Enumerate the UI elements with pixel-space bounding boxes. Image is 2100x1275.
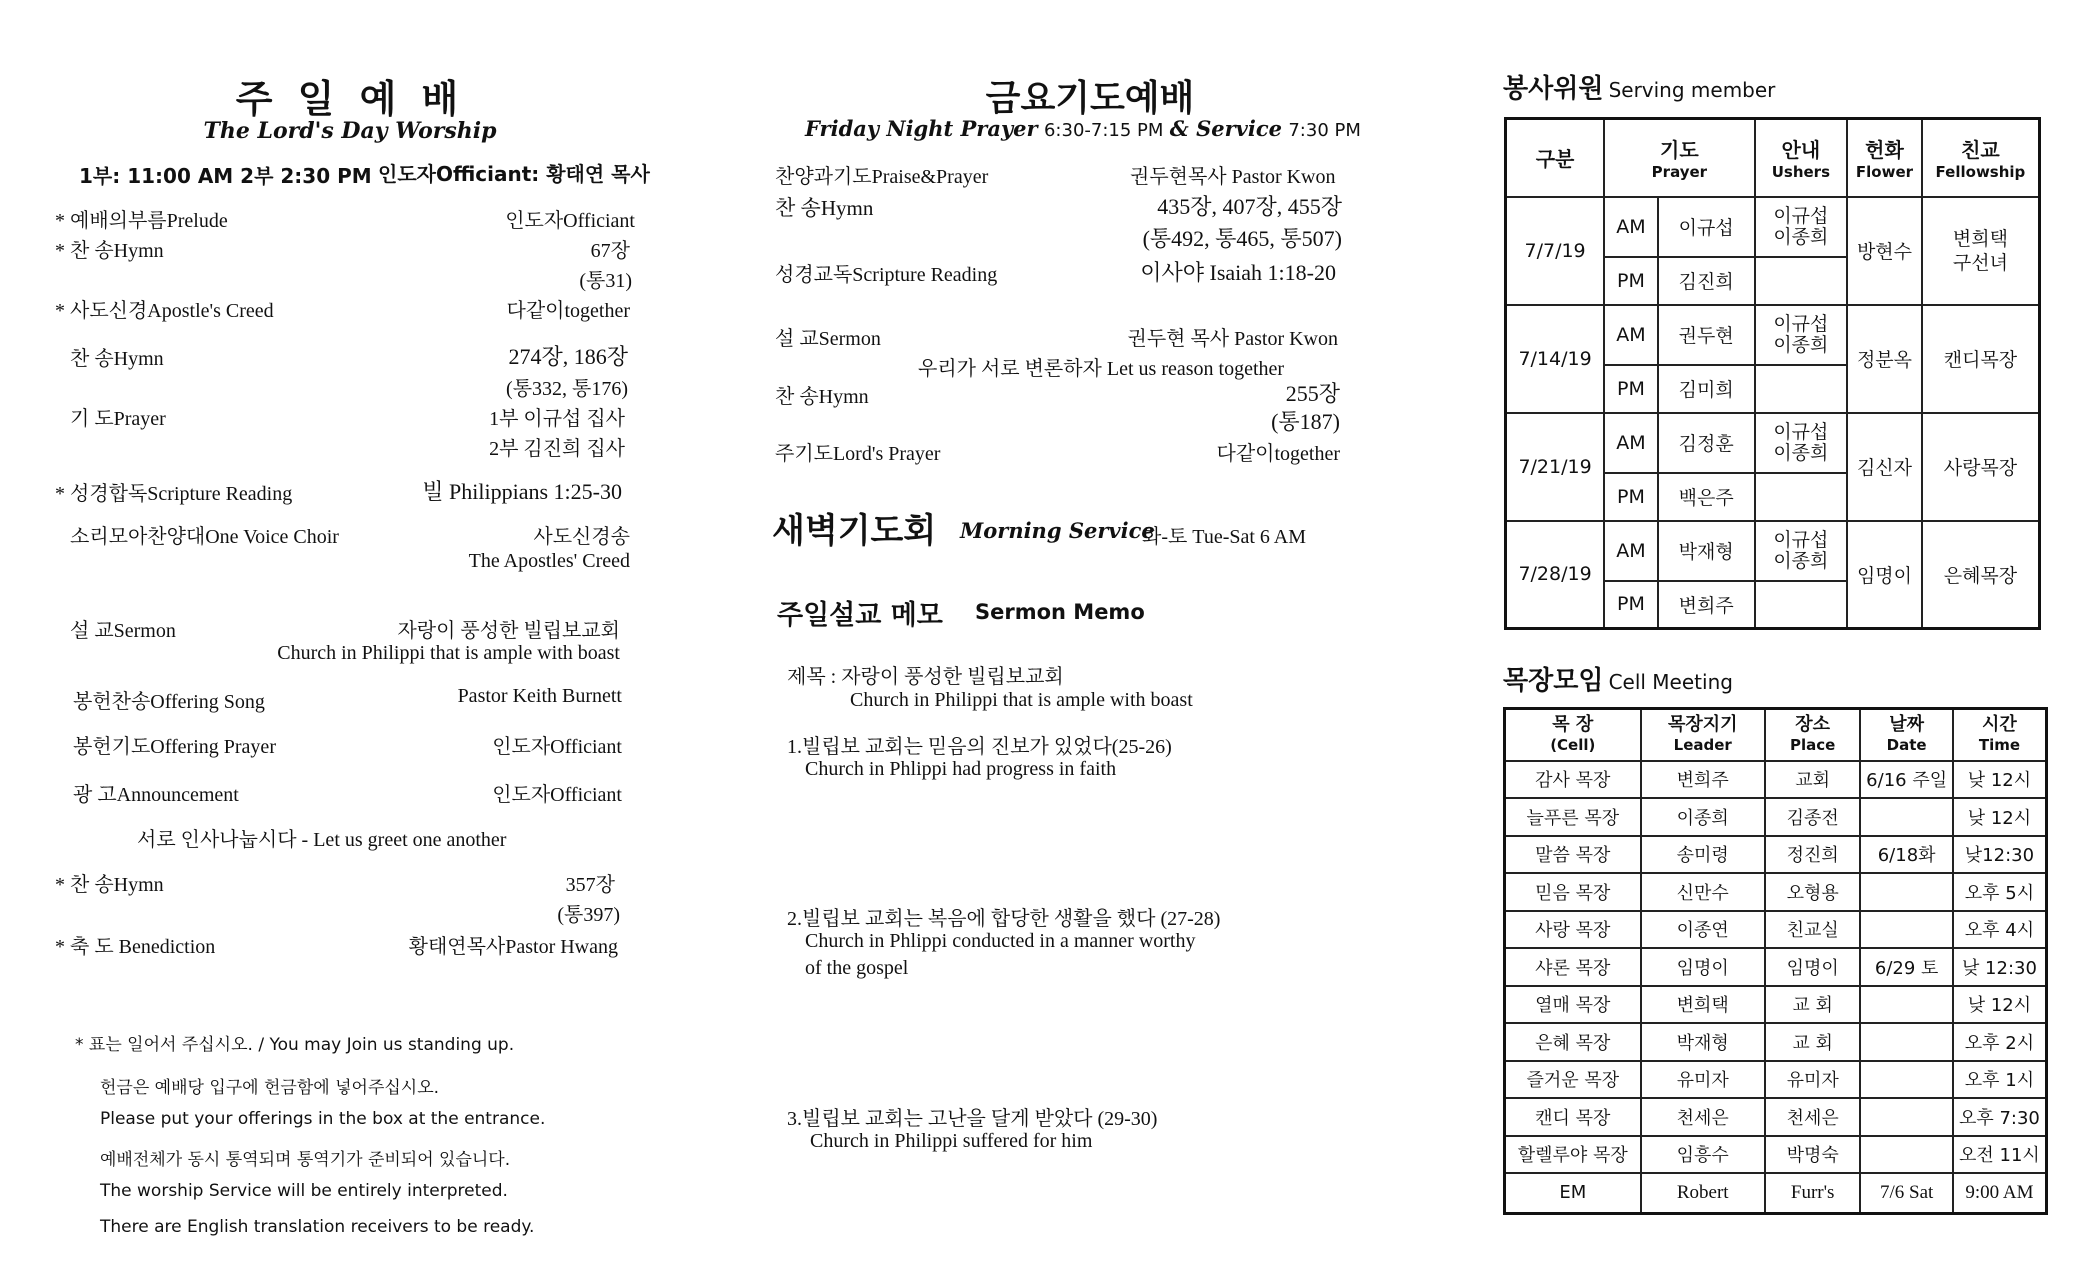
note-standing: * 표는 일어서 주십시오. / You may Join us standing up. — [75, 1035, 515, 1055]
memo-subject-en: Church in Philippi that is ample with boast — [850, 689, 1193, 711]
order-value: Pastor Keith Burnett — [457, 685, 622, 707]
cell-time: 낮12:30 — [1953, 836, 2047, 874]
order-label: 소리모아찬양대One Voice Choir — [70, 526, 339, 548]
friday-sermon-title: 우리가 서로 변론하자 Let us reason together — [918, 358, 1285, 380]
cell-place: 친교실 — [1765, 911, 1861, 949]
serving-row-am — [1506, 413, 2040, 473]
order-value: 67장 — [590, 240, 630, 262]
am-prayer: 김정훈 — [1658, 413, 1755, 473]
cell-date — [1860, 911, 1952, 949]
cell-place: 천세은 — [1765, 1098, 1861, 1136]
table-row — [1505, 873, 2047, 911]
cell-time: 낮 12시 — [1953, 798, 2047, 836]
memo-point-1: 1.빌립보 교회는 믿음의 진보가 있었다(25-26) — [787, 736, 1172, 758]
flower: 임명이 — [1847, 521, 1922, 629]
order-value-2: 2부 김진희 집사 — [489, 438, 625, 460]
order-value: 자랑이 풍성한 빌립보교회 — [397, 620, 620, 642]
order-value: 357장 — [565, 874, 615, 896]
friday-value: 255장 — [1285, 381, 1340, 406]
serving-date: 7/7/19 — [1506, 197, 1605, 305]
cell-name: 감사 목장 — [1505, 761, 1641, 799]
cell-name: EM — [1505, 1173, 1641, 1213]
order-value-2: Church in Philippi that is ample with boast — [277, 642, 620, 664]
friday-value: 다같이together — [1216, 443, 1340, 465]
serving-date: 7/14/19 — [1506, 305, 1605, 413]
fellowship: 은혜목장 — [1922, 521, 2040, 629]
fellowship: 캔디목장 — [1922, 305, 2040, 413]
cell-time: 낮 12시 — [1953, 761, 2047, 799]
table-row — [1505, 986, 2047, 1024]
order-label: * 찬 송Hymn — [55, 240, 164, 262]
flower: 김신자 — [1847, 413, 1922, 521]
table-row — [1505, 1061, 2047, 1099]
cell-name: 샤론 목장 — [1505, 948, 1641, 986]
cell-name: 사랑 목장 — [1505, 911, 1641, 949]
dawn-title: 새벽기도회 — [772, 511, 937, 551]
cell-leader: 송미령 — [1641, 836, 1765, 874]
cell-place: 임명이 — [1765, 948, 1861, 986]
friday-time-1: 6:30-7:15 PM — [1043, 120, 1164, 141]
ushers-pm-empty — [1755, 581, 1847, 629]
table-row — [1505, 1136, 2047, 1174]
cell-time: 오후 4시 — [1953, 911, 2047, 949]
cell-date — [1860, 873, 1952, 911]
order-value: 인도자Officiant — [492, 736, 622, 758]
friday-title: 금요기도예배 — [985, 78, 1195, 119]
ushers-pm-empty — [1755, 365, 1847, 413]
cell-time: 오전 11시 — [1953, 1136, 2047, 1174]
cell-date: 6/18화 — [1860, 836, 1952, 874]
header-prayer: 기도 Prayer — [1604, 119, 1755, 197]
pm-prayer: 백은주 — [1658, 473, 1755, 521]
order-label: * 성경합독Scripture Reading — [55, 483, 293, 505]
cell-title-ko: 목장모임 — [1503, 666, 1604, 696]
friday-label: 주기도Lord's Prayer — [775, 443, 941, 465]
flower: 정분옥 — [1847, 305, 1922, 413]
dawn-time: 화-토 Tue-Sat 6 AM — [1142, 526, 1307, 548]
cell-place: 교 회 — [1765, 1023, 1861, 1061]
order-label: * 축 도 Benediction — [55, 936, 216, 958]
cell-leader: 임흥수 — [1641, 1136, 1765, 1174]
cell-time: 오후 5시 — [1953, 873, 2047, 911]
serving-row-am — [1506, 305, 2040, 365]
cell-date — [1860, 1136, 1952, 1174]
friday-label: 찬 송Hymn — [775, 196, 874, 220]
order-value: 다같이together — [506, 300, 630, 322]
serving-row-am — [1506, 521, 2040, 581]
friday-label: 설 교Sermon — [775, 328, 881, 350]
am-prayer: 박재형 — [1658, 521, 1755, 581]
cell-date: 6/29 토 — [1860, 948, 1952, 986]
header-category: 구분 — [1506, 119, 1605, 197]
friday-label: 찬양과기도Praise&Prayer — [775, 166, 989, 188]
cell-name: 은혜 목장 — [1505, 1023, 1641, 1061]
cell-place: 김종전 — [1765, 798, 1861, 836]
fellowship: 변희택 구선녀 — [1922, 197, 2040, 305]
greeting-line: 서로 인사나눕시다 - Let us greet one another — [137, 829, 507, 851]
cell-name: 열매 목장 — [1505, 986, 1641, 1024]
note-offering-ko: 헌금은 예배당 입구에 헌금함에 넣어주십시오. — [100, 1078, 440, 1098]
table-row — [1505, 911, 2047, 949]
fellowship: 사랑목장 — [1922, 413, 2040, 521]
cell-place: Furr's — [1765, 1173, 1861, 1213]
cell-name: 말씀 목장 — [1505, 836, 1641, 874]
table-row — [1505, 1098, 2047, 1136]
header-time: 시간 Time — [1953, 709, 2047, 761]
note-offering-en: Please put your offerings in the box at the entrance. — [100, 1109, 546, 1129]
cell-date — [1860, 798, 1952, 836]
order-label: 설 교Sermon — [70, 620, 176, 642]
pm-label: PM — [1604, 257, 1658, 305]
memo-point-3-en: Church in Philippi suffered for him — [810, 1130, 1093, 1152]
friday-service-script: & Service — [1169, 116, 1282, 141]
cell-name: 캔디 목장 — [1505, 1098, 1641, 1136]
cell-leader: 신만수 — [1641, 873, 1765, 911]
ushers: 이규섭 이종희 — [1755, 521, 1847, 581]
friday-time-2: 7:30 PM — [1288, 120, 1361, 141]
order-label: * 찬 송Hymn — [55, 874, 164, 896]
note-interpret-ko: 예배전체가 동시 통역되며 통역기가 준비되어 있습니다. — [100, 1150, 511, 1170]
order-label: 기 도Prayer — [70, 408, 166, 430]
order-label: * 사도신경Apostle's Creed — [55, 300, 274, 322]
friday-subtitle — [805, 116, 1361, 141]
cell-name: 즐거운 목장 — [1505, 1061, 1641, 1099]
friday-label: 성경교독Scripture Reading — [775, 264, 998, 286]
serving-row-am — [1506, 197, 2040, 257]
pm-label: PM — [1604, 581, 1658, 629]
order-label: 봉헌찬송Offering Song — [73, 691, 265, 713]
cell-place: 유미자 — [1765, 1061, 1861, 1099]
cell-leader: 이종희 — [1641, 798, 1765, 836]
cell-table-body — [1505, 761, 2047, 1214]
order-value: 인도자Officiant — [492, 784, 622, 806]
header-ushers: 안내 Ushers — [1755, 119, 1847, 197]
cell-leader: 이종연 — [1641, 911, 1765, 949]
friday-label: 찬 송Hymn — [775, 386, 869, 408]
am-label: AM — [1604, 521, 1658, 581]
cell-time: 오후 1시 — [1953, 1061, 2047, 1099]
am-label: AM — [1604, 305, 1658, 365]
header-fellowship: 친교 Fellowship — [1922, 119, 2040, 197]
worship-title: 주 일 예 배 — [235, 77, 465, 121]
order-label: 광 고Announcement — [73, 784, 239, 806]
cell-place: 오형용 — [1765, 873, 1861, 911]
order-value-2: (통332, 통176) — [506, 378, 628, 400]
memo-subject: 제목 : 자랑이 풍성한 빌립보교회 — [787, 666, 1064, 688]
table-row — [1505, 798, 2047, 836]
cell-table — [1503, 707, 2048, 1215]
order-value: 사도신경송 — [533, 526, 630, 548]
cell-place: 교 회 — [1765, 986, 1861, 1024]
am-label: AM — [1604, 197, 1658, 257]
memo-title-en: Sermon Memo — [975, 600, 1145, 624]
serving-header-row — [1506, 119, 2040, 197]
cell-leader: 천세은 — [1641, 1098, 1765, 1136]
order-value: 황태연목사Pastor Hwang — [408, 936, 618, 958]
cell-header-row — [1505, 709, 2047, 761]
header-place: 장소 Place — [1765, 709, 1861, 761]
friday-value-2: (통187) — [1271, 409, 1340, 434]
worship-subtitle: The Lord's Day Worship — [203, 118, 497, 144]
officiant: 인도자Officiant: 황태연 목사 — [378, 162, 650, 186]
order-value-2: (통31) — [579, 270, 632, 292]
memo-title-ko: 주일설교 메모 — [777, 600, 943, 631]
table-row — [1505, 1173, 2047, 1213]
friday-value: 이사야 Isaiah 1:18-20 — [1140, 260, 1336, 285]
serving-title-ko: 봉사위원 — [1503, 74, 1604, 104]
order-value: 빌 Philippians 1:25-30 — [422, 479, 622, 504]
cell-title-en: Cell Meeting — [1608, 670, 1733, 694]
memo-point-1-en: Church in Phlippi had progress in faith — [805, 758, 1117, 780]
cell-time: 오후 2시 — [1953, 1023, 2047, 1061]
ushers: 이규섭 이종희 — [1755, 413, 1847, 473]
friday-value: 권두현 목사 Pastor Kwon — [1127, 328, 1338, 350]
cell-leader: 유미자 — [1641, 1061, 1765, 1099]
friday-value: 435장, 407장, 455장 — [1157, 194, 1342, 219]
cell-date: 6/16 주일 — [1860, 761, 1952, 799]
cell-date — [1860, 1098, 1952, 1136]
cell-place: 박명숙 — [1765, 1136, 1861, 1174]
table-row — [1505, 761, 2047, 799]
pm-prayer: 변희주 — [1658, 581, 1755, 629]
service-times: 1부: 11:00 AM 2부 2:30 PM — [79, 164, 372, 188]
order-value-2: (통397) — [557, 904, 620, 926]
memo-point-3: 3.빌립보 교회는 고난을 달게 받았다 (29-30) — [787, 1108, 1158, 1130]
ushers: 이규섭 이종희 — [1755, 305, 1847, 365]
cell-place: 교회 — [1765, 761, 1861, 799]
cell-name: 믿음 목장 — [1505, 873, 1641, 911]
flower: 방현수 — [1847, 197, 1922, 305]
cell-date: 7/6 Sat — [1860, 1173, 1952, 1213]
pm-prayer: 김미희 — [1658, 365, 1755, 413]
table-row — [1505, 836, 2047, 874]
friday-subtitle-script: Friday Night Prayer — [805, 116, 1038, 141]
order-label: * 예배의부름Prelude — [55, 210, 228, 232]
order-value: 인도자Officiant — [505, 210, 635, 232]
serving-heading — [1503, 68, 1775, 105]
cell-heading — [1503, 660, 1733, 697]
order-value: 274장, 186장 — [508, 344, 628, 369]
cell-place: 정진희 — [1765, 836, 1861, 874]
note-interpret-en: The worship Service will be entirely interpreted. — [100, 1181, 508, 1201]
header-cell: 목 장 (Cell) — [1505, 709, 1641, 761]
table-row — [1505, 948, 2047, 986]
order-value: 1부 이규섭 집사 — [489, 408, 625, 430]
pm-label: PM — [1604, 473, 1658, 521]
cell-name: 할렐루야 목장 — [1505, 1136, 1641, 1174]
table-row — [1505, 1023, 2047, 1061]
header-leader: 목장지기 Leader — [1641, 709, 1765, 761]
cell-time: 낮 12:30 — [1953, 948, 2047, 986]
order-label: 봉헌기도Offering Prayer — [73, 736, 276, 758]
memo-point-2-en: Church in Phlippi conducted in a manner worthy — [805, 930, 1196, 952]
pm-label: PM — [1604, 365, 1658, 413]
cell-time: 오후 7:30 — [1953, 1098, 2047, 1136]
note-receivers: There are English translation receivers to be ready. — [100, 1217, 535, 1237]
cell-date — [1860, 1061, 1952, 1099]
am-label: AM — [1604, 413, 1658, 473]
ushers-pm-empty — [1755, 473, 1847, 521]
friday-value: 권두현목사 Pastor Kwon — [1130, 166, 1336, 188]
cell-leader: Robert — [1641, 1173, 1765, 1213]
ushers: 이규섭 이종희 — [1755, 197, 1847, 257]
header-flower: 헌화 Flower — [1847, 119, 1922, 197]
cell-leader: 변희주 — [1641, 761, 1765, 799]
cell-time: 9:00 AM — [1953, 1173, 2047, 1213]
cell-name: 늘푸른 목장 — [1505, 798, 1641, 836]
memo-point-2: 2.빌립보 교회는 복음에 합당한 생활을 했다 (27-28) — [787, 908, 1221, 930]
cell-date — [1860, 986, 1952, 1024]
am-prayer: 이규섭 — [1658, 197, 1755, 257]
friday-value-2: (통492, 통465, 통507) — [1142, 226, 1342, 251]
serving-date: 7/21/19 — [1506, 413, 1605, 521]
am-prayer: 권두현 — [1658, 305, 1755, 365]
cell-leader: 변희택 — [1641, 986, 1765, 1024]
dawn-subtitle: Morning Service — [960, 518, 1155, 543]
cell-leader: 박재형 — [1641, 1023, 1765, 1061]
memo-point-2-en-2: of the gospel — [805, 957, 909, 979]
cell-leader: 임명이 — [1641, 948, 1765, 986]
ushers-pm-empty — [1755, 257, 1847, 305]
cell-date — [1860, 1023, 1952, 1061]
pm-prayer: 김진희 — [1658, 257, 1755, 305]
serving-date: 7/28/19 — [1506, 521, 1605, 629]
cell-time: 낮 12시 — [1953, 986, 2047, 1024]
serving-title-en: Serving member — [1608, 78, 1776, 102]
serving-table — [1504, 117, 2041, 630]
order-label: 찬 송Hymn — [70, 348, 164, 370]
order-value-2: The Apostles' Creed — [468, 550, 630, 572]
header-date: 날짜 Date — [1860, 709, 1952, 761]
